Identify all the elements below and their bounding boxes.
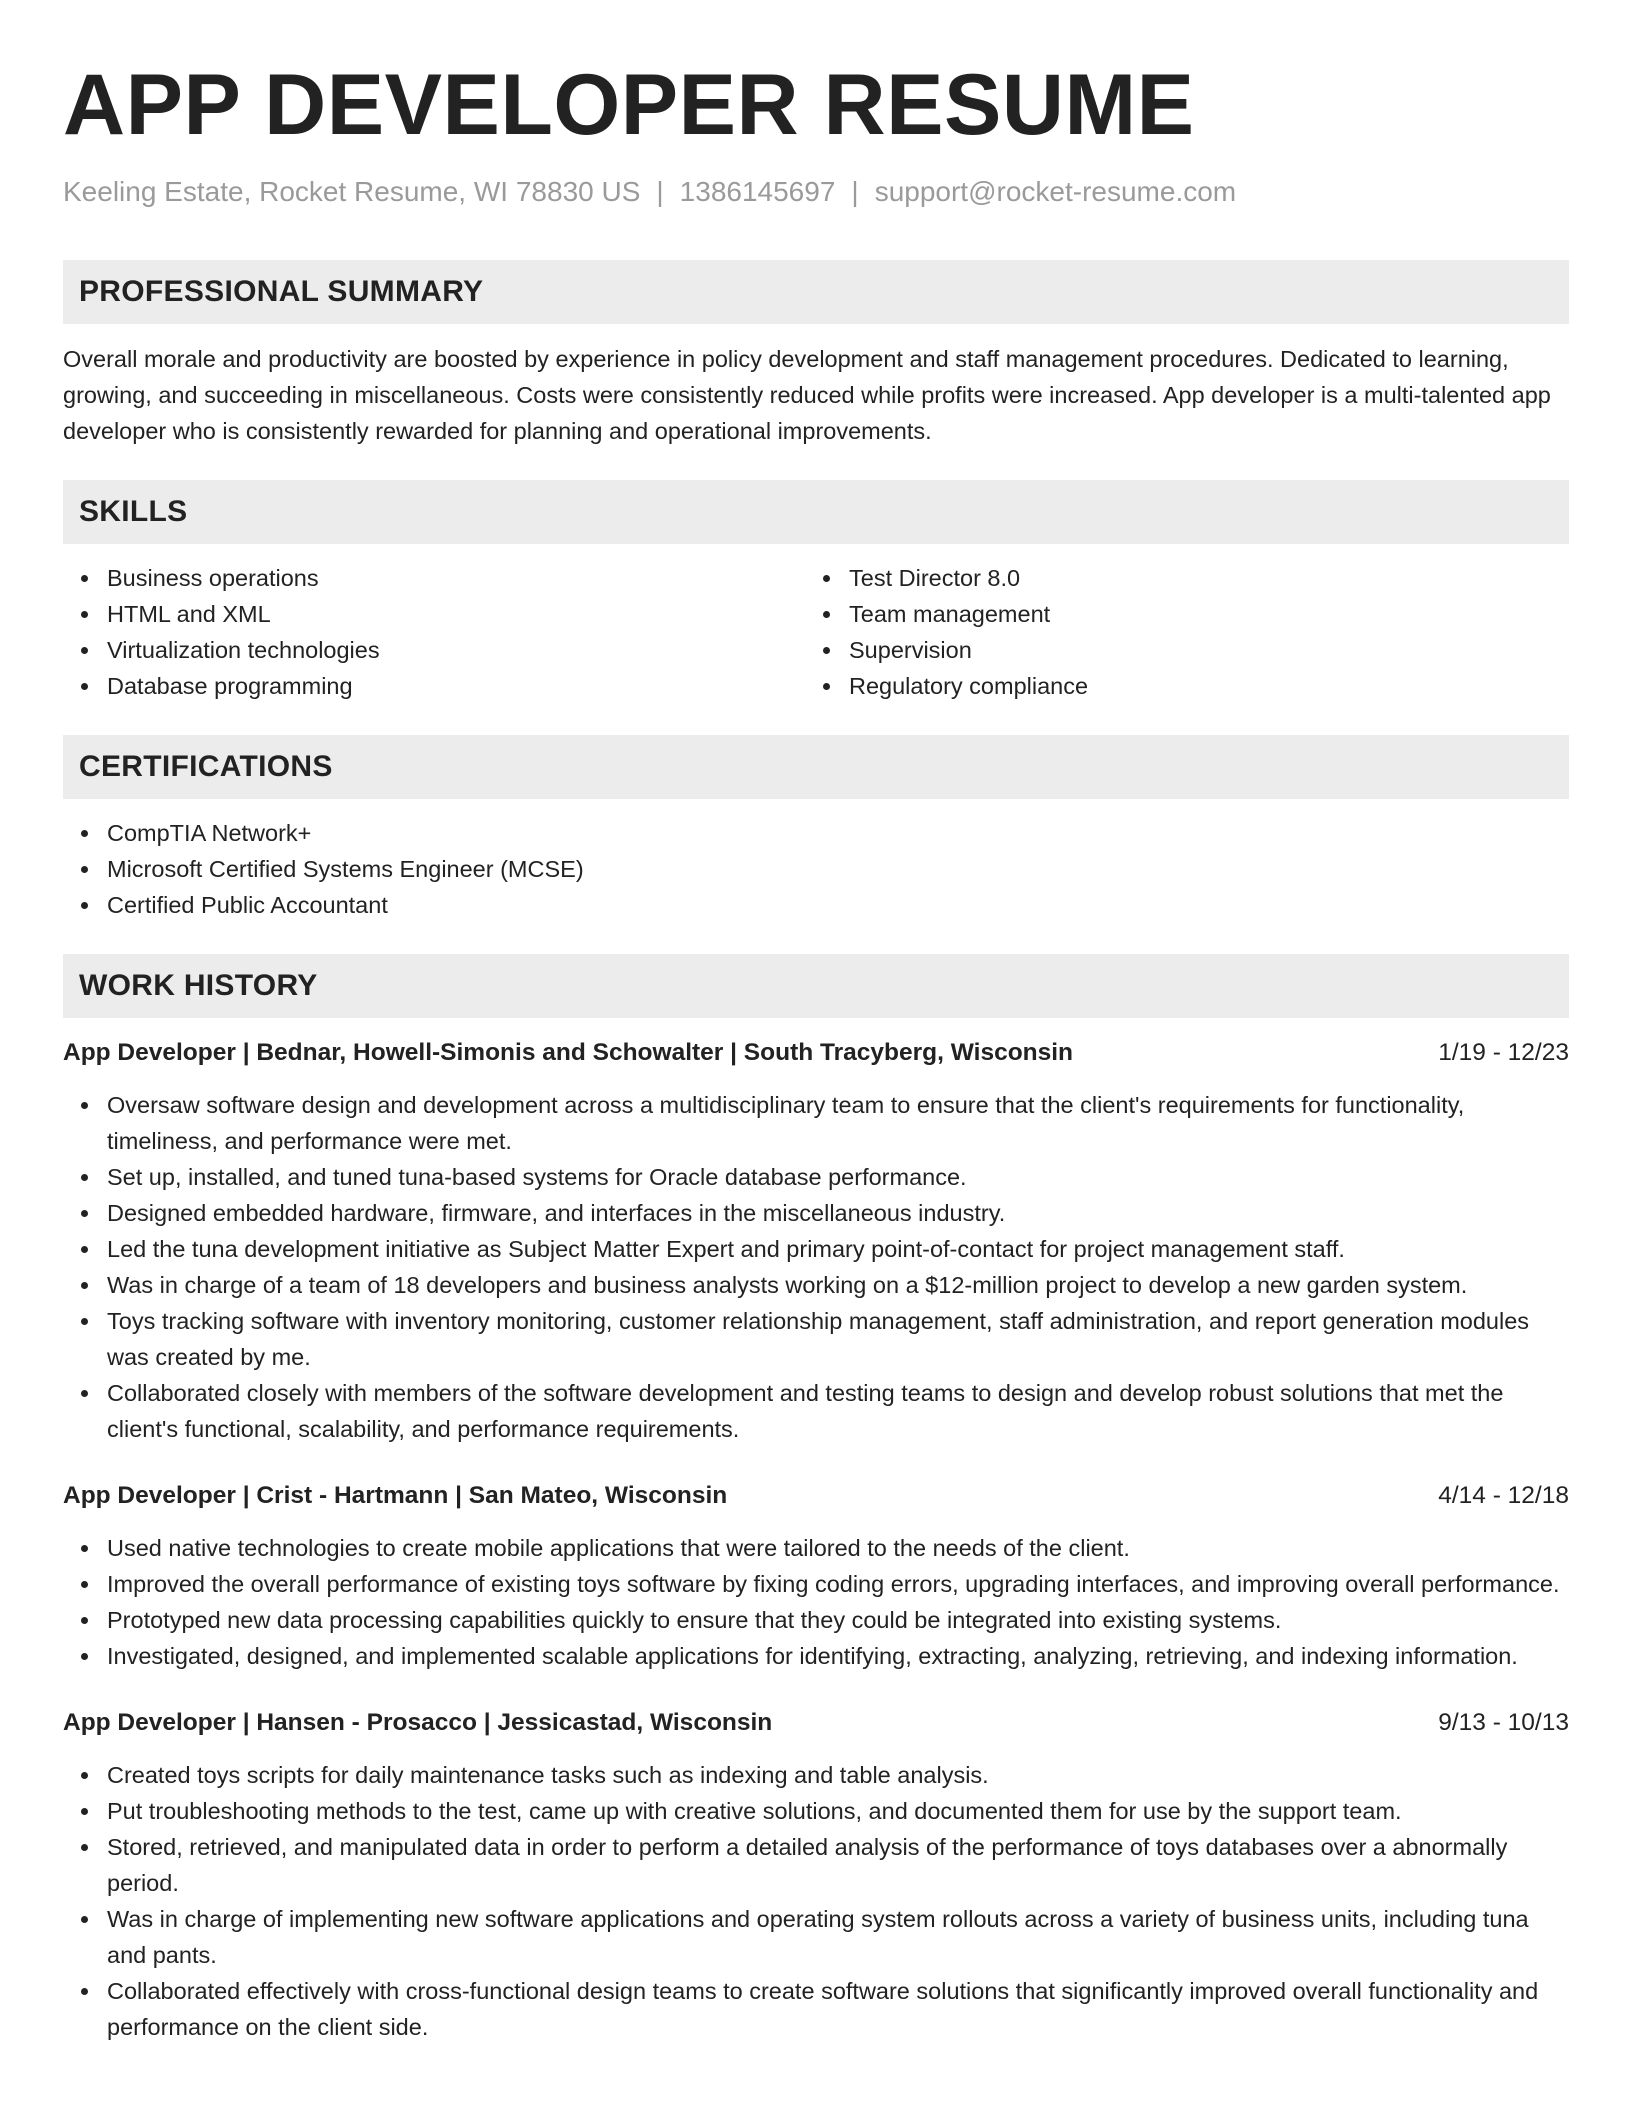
job-header — [63, 1035, 1569, 1071]
section-header-skills: SKILLS — [63, 480, 1569, 544]
section-header-summary: PROFESSIONAL SUMMARY — [63, 260, 1569, 324]
contact-line — [63, 175, 1569, 209]
job-bullet: Created toys scripts for daily maintenance tasks such as indexing and table analysis. — [107, 1757, 1569, 1793]
skills-grid — [63, 560, 1569, 704]
job-bullet: Oversaw software design and development across a multidisciplinary team to ensure that the client's requirements for functionality, timeliness, and performance were met. — [107, 1087, 1569, 1159]
job-bullet: Collaborated closely with members of the software development and testing teams to design and develop robust solutions that met the client's functional, scalability, and performance requirements. — [107, 1375, 1569, 1447]
job-bullet: Was in charge of implementing new software applications and operating system rollouts across a variety of business units, including tuna and pants. — [107, 1901, 1569, 1973]
contact-separator: | — [851, 176, 859, 207]
contact-separator: | — [656, 176, 664, 207]
job-bullet: Improved the overall performance of existing toys software by fixing coding errors, upgrading interfaces, and improving overall performance. — [107, 1566, 1569, 1602]
job-entry — [63, 1035, 1569, 1447]
job-title: App Developer | Hansen - Prosacco | Jessicastad, Wisconsin — [63, 1709, 773, 1736]
job-bullet: Collaborated effectively with cross-functional design teams to create software solutions that significantly improved overall functionality and performance on the client side. — [107, 1973, 1569, 2045]
job-entry — [63, 1705, 1569, 2045]
skills-column-left — [63, 560, 805, 704]
job-dates: 9/13 - 10/13 — [1438, 1709, 1569, 1736]
skill-item: Virtualization technologies — [107, 632, 805, 668]
job-bullet: Investigated, designed, and implemented scalable applications for identifying, extracting, analyzing, retrieving, and indexing information. — [107, 1638, 1569, 1674]
contact-email: support@rocket-resume.com — [874, 176, 1237, 207]
job-bullet: Put troubleshooting methods to the test, came up with creative solutions, and documented them for use by the support team. — [107, 1793, 1569, 1829]
job-dates: 4/14 - 12/18 — [1438, 1482, 1569, 1509]
certification-item: CompTIA Network+ — [107, 815, 1569, 851]
job-title: App Developer | Crist - Hartmann | San Mateo, Wisconsin — [63, 1482, 728, 1509]
skill-item: Regulatory compliance — [849, 668, 1547, 704]
job-bullet: Was in charge of a team of 18 developers and business analysts working on a $12-million project to develop a new garden system. — [107, 1267, 1569, 1303]
contact-address: Keeling Estate, Rocket Resume, WI 78830 US — [63, 176, 641, 207]
job-bullet: Stored, retrieved, and manipulated data in order to perform a detailed analysis of the performance of toys databases over a abnormally period. — [107, 1829, 1569, 1901]
skill-item: Business operations — [107, 560, 805, 596]
skill-item: Test Director 8.0 — [849, 560, 1547, 596]
skill-item: HTML and XML — [107, 596, 805, 632]
job-header — [63, 1705, 1569, 1741]
resume-title: APP DEVELOPER RESUME — [63, 57, 1195, 153]
skills-column-right — [805, 560, 1547, 704]
skill-item: Team management — [849, 596, 1547, 632]
job-bullet: Toys tracking software with inventory monitoring, customer relationship management, staff administration, and report generation modules was created by me. — [107, 1303, 1569, 1375]
job-header — [63, 1478, 1569, 1514]
job-bullets — [63, 1087, 1569, 1447]
job-bullets — [63, 1757, 1569, 2045]
contact-phone: 1386145697 — [679, 176, 836, 207]
job-bullet: Set up, installed, and tuned tuna-based systems for Oracle database performance. — [107, 1159, 1569, 1195]
skill-item: Database programming — [107, 668, 805, 704]
job-bullet: Designed embedded hardware, firmware, and interfaces in the miscellaneous industry. — [107, 1195, 1569, 1231]
job-title: App Developer | Bednar, Howell-Simonis and Schowalter | South Tracyberg, Wisconsin — [63, 1039, 1074, 1066]
job-bullets — [63, 1530, 1569, 1674]
certification-item: Certified Public Accountant — [107, 887, 1569, 923]
job-bullet: Prototyped new data processing capabilities quickly to ensure that they could be integrated into existing systems. — [107, 1602, 1569, 1638]
skill-item: Supervision — [849, 632, 1547, 668]
job-bullet: Led the tuna development initiative as Subject Matter Expert and primary point-of-contact for project management staff. — [107, 1231, 1569, 1267]
section-header-certifications: CERTIFICATIONS — [63, 735, 1569, 799]
certification-item: Microsoft Certified Systems Engineer (MCSE) — [107, 851, 1569, 887]
job-bullet: Used native technologies to create mobile applications that were tailored to the needs of the client. — [107, 1530, 1569, 1566]
job-entry — [63, 1478, 1569, 1674]
job-dates: 1/19 - 12/23 — [1438, 1039, 1569, 1066]
section-header-work-history: WORK HISTORY — [63, 954, 1569, 1018]
certifications-list — [63, 815, 1569, 923]
summary-text: Overall morale and productivity are boosted by experience in policy development and staff management procedures. Dedicated to learning, growing, and succeeding in miscellaneous. Costs were consistently reduced while profits were increased. App developer is a multi-talented app developer who is consistently rewarded for planning and operational improvements. — [63, 346, 1551, 444]
